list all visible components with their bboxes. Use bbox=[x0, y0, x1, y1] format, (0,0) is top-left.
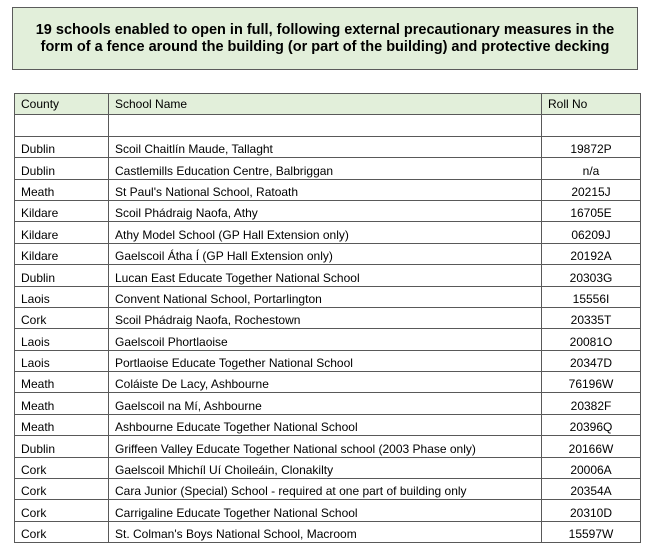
schools-table bbox=[14, 93, 641, 543]
cell-roll-no: 20166W bbox=[542, 436, 641, 457]
cell-school-name: Castlemills Education Centre, Balbriggan bbox=[109, 158, 542, 179]
cell-roll-no: 16705E bbox=[542, 200, 641, 221]
table-row bbox=[15, 350, 641, 371]
table-body bbox=[15, 115, 641, 543]
cell-county: Cork bbox=[15, 457, 109, 478]
table-row bbox=[15, 414, 641, 435]
table-row bbox=[15, 329, 641, 350]
table-row bbox=[15, 243, 641, 264]
cell-county bbox=[15, 115, 109, 136]
cell-roll-no: 20382F bbox=[542, 393, 641, 414]
cell-school-name: Convent National School, Portarlington bbox=[109, 286, 542, 307]
table-row bbox=[15, 479, 641, 500]
cell-roll-no bbox=[542, 115, 641, 136]
cell-roll-no: 20347D bbox=[542, 350, 641, 371]
cell-county: Meath bbox=[15, 179, 109, 200]
cell-county: Meath bbox=[15, 393, 109, 414]
cell-county: Meath bbox=[15, 414, 109, 435]
cell-school-name: Gaelscoil na Mí, Ashbourne bbox=[109, 393, 542, 414]
cell-roll-no: 20215J bbox=[542, 179, 641, 200]
cell-roll-no: 19872P bbox=[542, 136, 641, 157]
cell-county: Cork bbox=[15, 521, 109, 542]
cell-school-name: Scoil Phádraig Naofa, Athy bbox=[109, 200, 542, 221]
cell-school-name bbox=[109, 115, 542, 136]
table-row bbox=[15, 265, 641, 286]
cell-roll-no: 15556I bbox=[542, 286, 641, 307]
table-row bbox=[15, 307, 641, 328]
cell-roll-no: 20192A bbox=[542, 243, 641, 264]
cell-school-name: St Paul's National School, Ratoath bbox=[109, 179, 542, 200]
table-row bbox=[15, 500, 641, 521]
cell-school-name: Portlaoise Educate Together National School bbox=[109, 350, 542, 371]
column-header-county: County bbox=[15, 94, 109, 115]
cell-school-name: Carrigaline Educate Together National School bbox=[109, 500, 542, 521]
cell-county: Cork bbox=[15, 479, 109, 500]
cell-school-name: Cara Junior (Special) School - required at one part of building only bbox=[109, 479, 542, 500]
table-row bbox=[15, 372, 641, 393]
cell-county: Laois bbox=[15, 350, 109, 371]
table-row bbox=[15, 393, 641, 414]
cell-county: Dublin bbox=[15, 158, 109, 179]
cell-roll-no: 20396Q bbox=[542, 414, 641, 435]
cell-school-name: Griffeen Valley Educate Together National school (2003 Phase only) bbox=[109, 436, 542, 457]
cell-county: Kildare bbox=[15, 200, 109, 221]
table-row bbox=[15, 158, 641, 179]
cell-roll-no: n/a bbox=[542, 158, 641, 179]
table-row bbox=[15, 115, 641, 136]
table-row bbox=[15, 222, 641, 243]
cell-school-name: Lucan East Educate Together National School bbox=[109, 265, 542, 286]
page-title bbox=[12, 7, 638, 70]
cell-county: Cork bbox=[15, 307, 109, 328]
cell-school-name: Ashbourne Educate Together National School bbox=[109, 414, 542, 435]
cell-county: Dublin bbox=[15, 136, 109, 157]
table-row bbox=[15, 436, 641, 457]
cell-roll-no: 20081O bbox=[542, 329, 641, 350]
cell-county: Laois bbox=[15, 329, 109, 350]
table-row bbox=[15, 179, 641, 200]
cell-school-name: Athy Model School (GP Hall Extension only) bbox=[109, 222, 542, 243]
table-row bbox=[15, 286, 641, 307]
table-row bbox=[15, 136, 641, 157]
cell-roll-no: 20303G bbox=[542, 265, 641, 286]
cell-county: Meath bbox=[15, 372, 109, 393]
table-row bbox=[15, 521, 641, 542]
cell-school-name: St. Colman's Boys National School, Macroom bbox=[109, 521, 542, 542]
column-header-school-name: School Name bbox=[109, 94, 542, 115]
cell-roll-no: 76196W bbox=[542, 372, 641, 393]
column-header-roll-no: Roll No bbox=[542, 94, 641, 115]
cell-school-name: Coláiste De Lacy, Ashbourne bbox=[109, 372, 542, 393]
cell-roll-no: 20354A bbox=[542, 479, 641, 500]
cell-county: Cork bbox=[15, 500, 109, 521]
cell-county: Kildare bbox=[15, 243, 109, 264]
table-header-row bbox=[15, 94, 641, 115]
cell-county: Dublin bbox=[15, 265, 109, 286]
page-title-text: 19 schools enabled to open in full, following external precautionary measures in the form of a fence around the building (or part of the building) and protective decking bbox=[35, 21, 615, 55]
cell-school-name: Scoil Phádraig Naofa, Rochestown bbox=[109, 307, 542, 328]
cell-roll-no: 20310D bbox=[542, 500, 641, 521]
cell-roll-no: 20006A bbox=[542, 457, 641, 478]
table-row bbox=[15, 457, 641, 478]
cell-roll-no: 20335T bbox=[542, 307, 641, 328]
cell-county: Laois bbox=[15, 286, 109, 307]
cell-roll-no: 15597W bbox=[542, 521, 641, 542]
cell-roll-no: 06209J bbox=[542, 222, 641, 243]
cell-county: Kildare bbox=[15, 222, 109, 243]
cell-school-name: Gaelscoil Átha Í (GP Hall Extension only) bbox=[109, 243, 542, 264]
cell-school-name: Gaelscoil Phortlaoise bbox=[109, 329, 542, 350]
table-row bbox=[15, 200, 641, 221]
cell-school-name: Scoil Chaitlín Maude, Tallaght bbox=[109, 136, 542, 157]
cell-school-name: Gaelscoil Mhichíl Uí Choileáin, Clonakilty bbox=[109, 457, 542, 478]
cell-county: Dublin bbox=[15, 436, 109, 457]
